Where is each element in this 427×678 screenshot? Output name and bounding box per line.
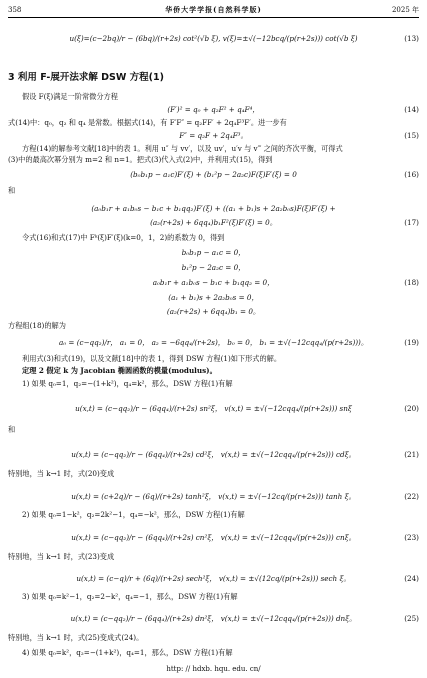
equation-text: b₀b₁p − a₁c = 0， — [181, 248, 246, 257]
journal-title: 华侨大学学报(自然科学版) — [165, 5, 262, 14]
equation-line — [8, 248, 419, 260]
paragraph-line: 3) 如果 q₀=k²−1，q₂=2−k²，q₄=−1，那么，DSW 方程(1)有解 — [22, 592, 238, 601]
equation-line — [8, 218, 419, 230]
text-line — [8, 354, 419, 366]
text-line — [8, 366, 419, 378]
header-year: 2025 年 — [391, 6, 419, 14]
equation-line — [8, 105, 419, 117]
equation-text: u(x,t) = (c+2q)/r − (6q)/(r+2s) tanh²ξ， v(x,t) = ±√(−12cq/(p(r+2s))) tanh ξ。 — [71, 492, 356, 501]
page-footer-url: http: // hdxb. hqu. edu. cn/ — [166, 665, 261, 674]
text-line — [8, 510, 419, 522]
text-line — [8, 592, 419, 604]
running-header — [8, 6, 419, 16]
equation-text: u(x,t) = (c−q)/r + (6q)/(r+2s) sech²ξ， v(x,t) = ±√(12cq/(p(r+2s))) sech ξ。 — [76, 574, 351, 583]
header-rule — [8, 17, 419, 18]
paragraph-line: 和 — [8, 186, 16, 195]
equation-text: u(x,t) = (c−qq₂)/r − (6qq₄)/(r+2s) cd²ξ， v(x,t) = ±√(−12cqq₄/(p(r+2s))) cdξ。 — [71, 450, 356, 459]
equation-line — [8, 492, 419, 504]
paragraph-line: 定理 2 假定 k 为 Jacobian 椭圆函数的模量(modulus)。 — [22, 366, 217, 375]
equation-line — [8, 204, 419, 216]
equation-text: a₀ = (c−qq₂)/r， a₁ = 0， a₂ = −6qq₄/(r+2s)， b₀ = 0， b₁ = ±√(−12cqq₄/(p(r+2s)))。 — [58, 338, 369, 347]
text-line — [8, 379, 419, 391]
text-line — [8, 92, 419, 104]
text-line — [8, 186, 419, 198]
paragraph-line: 方程(14)的解参考文献[18]中的表 1。利用 u″ 与 vv′，以及 uv′，u′v 与 v‴ 之间的齐次平衡，可得式 — [22, 144, 343, 153]
text-line — [8, 633, 419, 645]
equation-text: (F′)² = q₀ + q₂F² + q₄F⁴， — [167, 105, 260, 114]
equation-line — [8, 170, 419, 182]
paragraph-line: 特别地，当 k→1 时，式(25)变成式(24)。 — [8, 633, 144, 642]
paragraph-line: 特别地，当 k→1 时，式(23)变成 — [8, 552, 115, 561]
text-line — [8, 233, 419, 245]
text-line — [8, 469, 419, 481]
equation-number: (19) — [404, 338, 419, 347]
section-heading: 3 利用 F-展开法求解 DSW 方程(1) — [8, 72, 164, 83]
equation-number: (17) — [404, 218, 419, 227]
equation-number: (25) — [404, 614, 419, 623]
equation-text: b₁²p − 2a₂c = 0， — [181, 263, 246, 272]
equation-text: u(x,t) = (c−qq₂)/r − (6qq₄)/(r+2s) cn²ξ， v(x,t) = ±√(−12cqq₄/(p(r+2s))) cnξ。 — [71, 533, 356, 542]
paragraph-line: 利用式(3)和式(19)，以及文献[18]中的表 1，得到 DSW 方程(1)如下形式的解。 — [22, 354, 282, 363]
paragraph-line: 4) 如果 q₀=k²，q₂=−(1+k²)，q₄=1，那么，DSW 方程(1)有解 — [22, 648, 233, 657]
text-line — [8, 321, 419, 333]
equation-number: (23) — [404, 533, 419, 542]
equation-line — [8, 533, 419, 545]
equation-text: (a₂(r+2s) + 6qq₄)b₁ = 0。 — [166, 307, 261, 316]
equation-line — [8, 338, 419, 350]
text-line — [8, 425, 419, 437]
equation-line — [8, 574, 419, 586]
text-line — [8, 648, 419, 660]
equation-line — [8, 263, 419, 275]
equation-number: (14) — [404, 105, 419, 114]
equation-line — [8, 34, 419, 46]
paragraph-line: 方程组(18)的解为 — [8, 321, 66, 330]
equation-number: (22) — [404, 492, 419, 501]
paragraph-line: 2) 如果 q₀=1−k²，q₂=2k²−1，q₄=−k²，那么，DSW 方程(1)有解 — [22, 510, 245, 519]
paragraph-line: 令式(16)和式(17)中 Fᵏ(ξ)F′(ξ)(k=0，1，2)的系数为 0，得到 — [22, 233, 225, 242]
paragraph-line: 特别地，当 k→1 时，式(20)变成 — [8, 469, 115, 478]
equation-line — [8, 131, 419, 143]
paragraph-line: 假设 F(ξ)满足一阶常微分方程 — [22, 92, 118, 101]
equation-number: (21) — [404, 450, 419, 459]
equation-line — [8, 614, 419, 626]
equation-text: u(x,t) = (c−qq₂)/r − (6qq₄)/(r+2s) sn²ξ， v(x,t) = ±√(−12cqq₄/(p(r+2s))) snξ — [75, 404, 352, 413]
paragraph-line: 式(14)中：q₀，q₂ 和 q₄ 是常数。根据式(14)，有 F′F″ = q₂FF′ + 2q₄F³F′。进一步有 — [8, 118, 287, 127]
text-line — [8, 118, 419, 130]
equation-line — [8, 278, 419, 290]
equation-number: (13) — [404, 34, 419, 43]
equation-line — [8, 293, 419, 305]
paragraph-line: 和 — [8, 425, 16, 434]
equation-text: F″ = q₂F + 2q₄F³。 — [179, 131, 248, 140]
section-heading-block — [8, 72, 419, 84]
equation-text: (a₀b₁r + a₁b₀s − b₁c + b₁qq₂)F′(ξ) + ((a₁ + b₁)s + 2a₂b₀s)F(ξ)F′(ξ) + — [91, 204, 336, 213]
text-line — [8, 552, 419, 564]
equation-text: u(ξ)=(c−2bq)/r − (6bq)/(r+2s) cot²(√b ξ), v(ξ)=±√(−12bcq/(p(r+2s))) cot(√b ξ) — [69, 34, 358, 43]
equation-text: (b₀b₁p − a₁c)F′(ξ) + (b₁²p − 2a₂c)F(ξ)F′(ξ) = 0 — [130, 170, 297, 179]
equation-text: a₀b₁r + a₁b₀s − b₁c + b₁qq₂ = 0， — [152, 278, 275, 287]
equation-text: (a₂(r+2s) + 6qq₄)b₁F²(ξ)F′(ξ) = 0。 — [150, 218, 277, 227]
equation-line — [8, 307, 419, 319]
paragraph-line: 1) 如果 q₀=1，q₂=−(1+k²)，q₄=k²，那么，DSW 方程(1)有解 — [22, 379, 233, 388]
equation-number: (16) — [404, 170, 419, 179]
equation-number: (15) — [404, 131, 419, 140]
equation-number: (24) — [404, 574, 419, 583]
equation-text: u(x,t) = (c−qq₂)/r − (6qq₄)/(r+2s) dn²ξ， v(x,t) = ±√(−12cqq₄/(p(r+2s))) dnξ。 — [70, 614, 357, 623]
equation-line — [8, 450, 419, 462]
page-number: 358 — [8, 6, 22, 14]
equation-number: (20) — [404, 404, 419, 413]
text-line — [8, 155, 419, 167]
equation-text: (a₁ + b₁)s + 2a₂b₀s = 0， — [168, 293, 259, 302]
paragraph-line: (3)中的最高次幂分别为 m=2 和 n=1。把式(3)代入式(2)中，并利用式(15)，得到 — [8, 155, 273, 164]
equation-line — [8, 404, 419, 416]
equation-number: (18) — [404, 278, 419, 287]
